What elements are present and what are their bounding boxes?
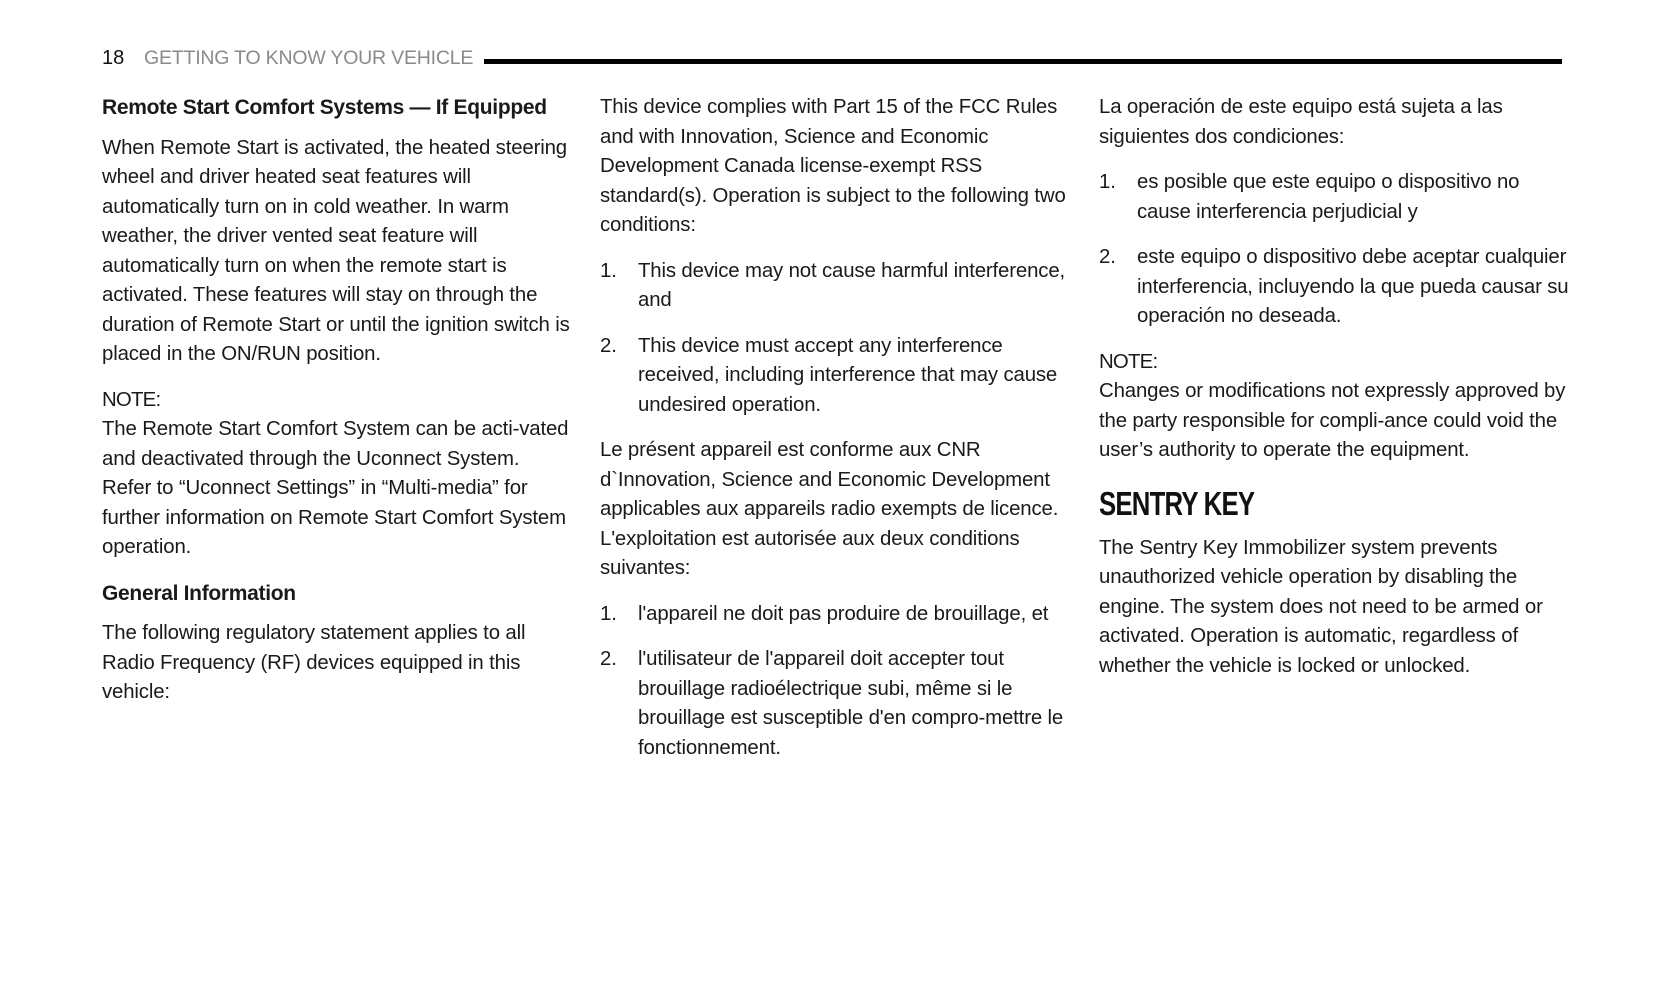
heading-general-information: General Information [102, 581, 296, 605]
list-number: 2. [600, 334, 617, 357]
french-conditions-list [600, 600, 1068, 764]
list-text: This device must accept any interference received, including interference that may cause undesired operation. [638, 334, 1058, 416]
note-label: NOTE: [102, 388, 161, 411]
list-item [1099, 168, 1569, 227]
column-2 [600, 93, 1068, 779]
list-number: 1. [600, 602, 617, 625]
general-information-paragraph: The following regulatory statement applies to all Radio Frequency (RF) devices equipped in this vehicle: [102, 622, 526, 703]
list-text: es posible que este equipo o dispositivo no cause interferencia perjudicial y [1137, 171, 1520, 223]
list-number: 2. [1099, 246, 1116, 268]
note-text: Changes or modifications not expressly approved by the party responsible for compli-ance could void the user’s authority to operate the equipment. [1099, 380, 1566, 461]
spanish-compliance-paragraph: La operación de este equipo está sujeta a las siguientes dos condiciones: [1099, 96, 1503, 148]
list-item [600, 257, 1068, 316]
column-1 [102, 93, 570, 724]
list-text: This device may not cause harmful interference, and [638, 259, 1066, 311]
remote-start-paragraph: When Remote Start is activated, the heated steering wheel and driver heated seat features will automatically turn on in cold weather. In warm weather, the driver vented seat feature will automatically turn on when the remote start is activated. These features will stay on through the duration of Remote Start or until the ignition switch is placed in the ON/RUN position. [102, 136, 570, 365]
list-number: 2. [600, 648, 617, 670]
sentry-key-paragraph: The Sentry Key Immobilizer system prevents unauthorized vehicle operation by disabling the engine. The system does not need to be armed or activated. Operation is automatic, regardless of whether the vehicle is locked or unlocked. [1099, 536, 1543, 677]
header-rule-divider [484, 59, 1562, 64]
heading-sentry-key: SENTRY KEY [1099, 484, 1255, 522]
spanish-conditions-list [1099, 168, 1569, 332]
list-item [1099, 243, 1569, 332]
heading-remote-start-comfort: Remote Start Comfort Systems — If Equipped [102, 96, 547, 119]
list-item [600, 645, 1068, 763]
list-text: l'appareil ne doit pas produire de brouillage, et [638, 602, 1049, 625]
french-compliance-paragraph: Le présent appareil est conforme aux CNR d`Innovation, Science and Economic Development applicables aux appareils radio exempts de licence. L'exploitation est autorisée aux deux conditions suivantes: [600, 439, 1059, 579]
list-number: 1. [1099, 171, 1116, 193]
fcc-conditions-list [600, 257, 1068, 421]
page-number: 18 [102, 47, 125, 69]
list-text: este equipo o dispositivo debe aceptar cualquier interferencia, incluyendo la que pueda causar su operación no deseada. [1137, 246, 1569, 327]
fcc-compliance-paragraph: This device complies with Part 15 of the FCC Rules and with Innovation, Science and Economic Development Canada license-exempt RSS standard(s). Operation is subject to the following two conditions: [600, 96, 1066, 236]
list-item [600, 332, 1068, 421]
list-item [600, 600, 1068, 630]
list-text: l'utilisateur de l'appareil doit accepter tout brouillage radioélectrique subi, même si le brouillage est susceptible d'en compro-mettre le fonctionnement. [638, 648, 1064, 759]
note-label: NOTE: [1099, 350, 1158, 373]
column-3 [1099, 93, 1569, 697]
list-number: 1. [600, 259, 617, 282]
note-text: The Remote Start Comfort System can be acti-vated and deactivated through the Uconnect System. Refer to “Uconnect Settings” in “Multi-media” for further information on Remote Start Comfort System operation. [102, 418, 569, 558]
running-section-title: GETTING TO KNOW YOUR VEHICLE [144, 47, 474, 69]
page-header [102, 44, 1562, 74]
